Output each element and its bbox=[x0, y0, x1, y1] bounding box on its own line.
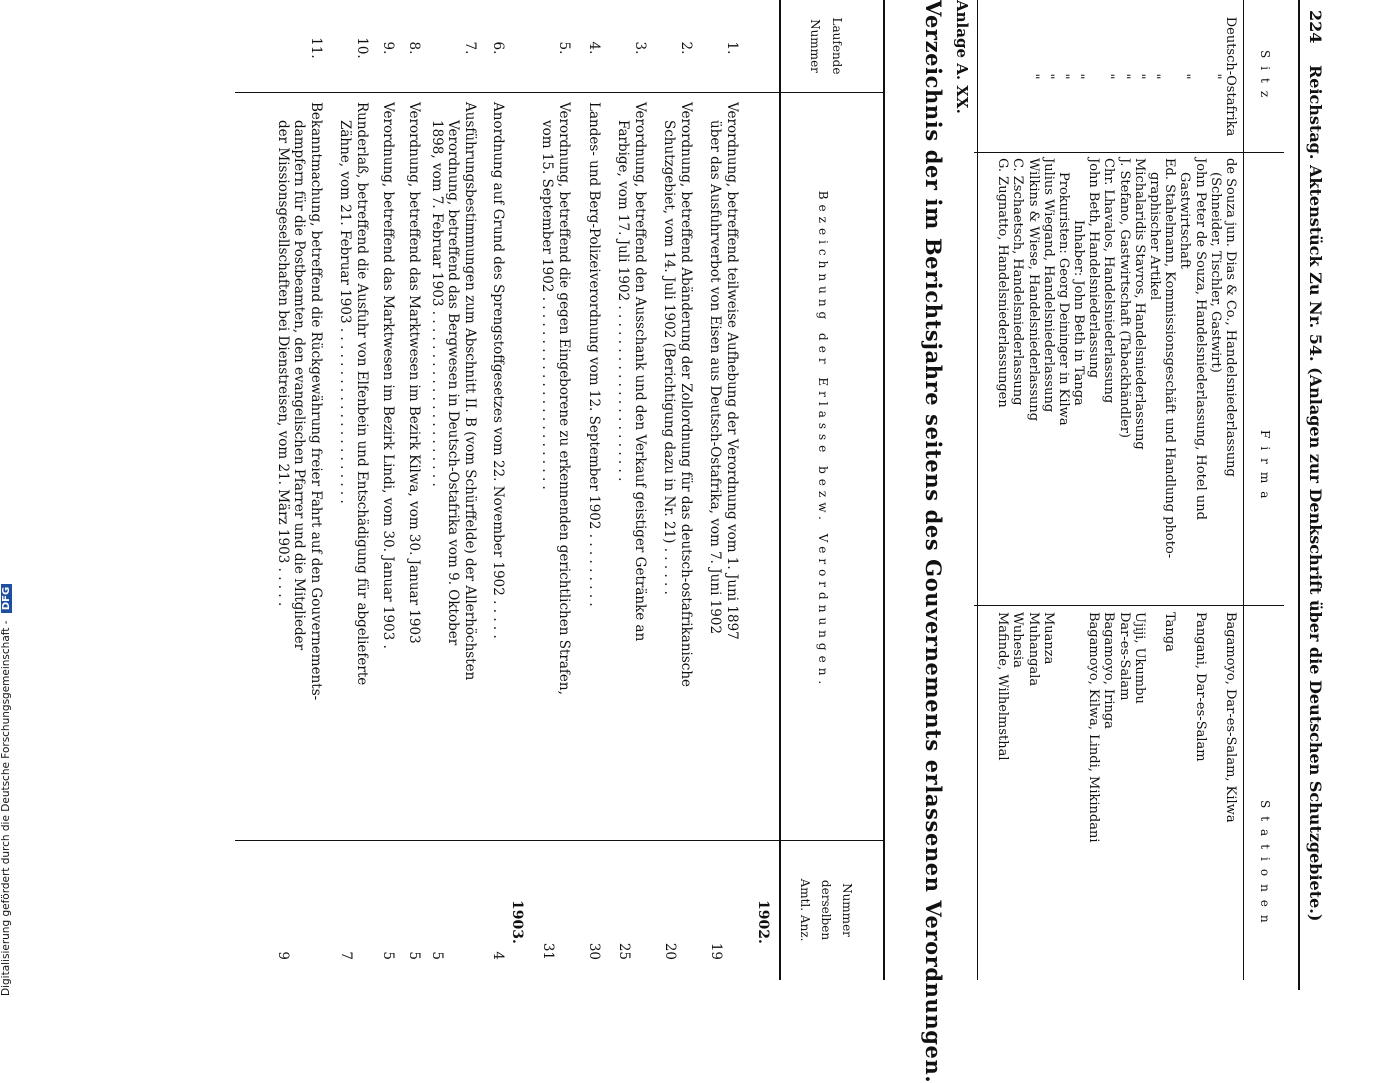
stationen-line: Ujiji, Ukumbu bbox=[1131, 612, 1147, 704]
digitization-note bbox=[0, 584, 12, 996]
table1-col-divider bbox=[974, 152, 1284, 153]
firma-line: Julius Wiegand, Handelsniederlassung bbox=[1040, 158, 1056, 413]
row-line: Verordnung, betreffend das Marktwesen im Bezirk Lindi, vom 30. Januar 1903 . bbox=[380, 102, 396, 649]
ordinances-table-header bbox=[781, 0, 885, 980]
header-sitz: Sitz bbox=[1258, 50, 1272, 106]
firma-line: J. Stefano, Gastwirtschaft (Tabackhändler) bbox=[1116, 158, 1132, 438]
stationen-line: Mafinde, Wilhelmsthal bbox=[995, 612, 1011, 761]
row-anz: 30 bbox=[586, 942, 602, 960]
row-text bbox=[706, 102, 739, 822]
firma-line: (Schneider, Tischler, Gastwirt) bbox=[1207, 172, 1223, 373]
row-line: Verordnung, betreffend das Bergwesen in Deutsch-Ostafrika vom 9. Oktober bbox=[445, 120, 462, 646]
header-nummer-line: Nummer bbox=[840, 883, 854, 937]
document-page bbox=[130, 0, 1330, 1083]
row-number: 3. bbox=[632, 41, 648, 55]
stationen-line: Bagamoyo, Dar-es-Salam, Kilwa bbox=[1223, 612, 1238, 823]
sitz-cell: " bbox=[1147, 73, 1163, 80]
firma-line: C. Zschaetsch, Handelsniederlassung bbox=[1010, 158, 1026, 406]
ordinances-title: Verzeichnis der im Berichtsjahre seitens des Gouvernements erlassenen Verordnungen. bbox=[921, 0, 946, 1083]
page-header bbox=[1305, 10, 1324, 970]
stationen-line: Dar-es-Salam bbox=[1116, 612, 1132, 701]
firma-line: Prokuristen: Georg Deininger in Kilwa bbox=[1055, 172, 1071, 426]
sitz-cell: " bbox=[1040, 73, 1056, 80]
firma-line: Ed. Stahelmann, Kommissionsgeschäft und Handlung photo- bbox=[1162, 158, 1178, 559]
firma-line: Gastwirtschaft bbox=[1177, 172, 1193, 269]
row-line: Schutzgebiet, vom 14. Juli 1902 (Berichtigung dazu in Nr. 21) . . . . . . bbox=[661, 120, 678, 595]
header-nummer-amtl bbox=[794, 850, 857, 970]
sitz-cell: " bbox=[1207, 73, 1223, 80]
sitz-cell: " bbox=[1177, 73, 1193, 80]
row-anz: 31 bbox=[540, 942, 556, 960]
stationen-line bbox=[1147, 612, 1162, 977]
row-line: Bekanntmachung, betreffend die Rückgewährung freier Fahrt auf den Gouvernements- bbox=[308, 102, 324, 701]
firma-line: John Beth, Handelsniederlassung bbox=[1086, 158, 1102, 379]
row-line: Verordnung, betreffend den Ausschank und den Verkauf geistiger Getränke an bbox=[632, 102, 648, 642]
header-nummer: Nummer bbox=[808, 19, 823, 73]
stationen-line bbox=[1056, 612, 1071, 977]
firma-line: Chr. Lhavalos, Handelsniederlassung bbox=[1101, 158, 1117, 404]
row-number: 6. bbox=[490, 41, 506, 55]
header-laufende: Laufende bbox=[830, 17, 844, 75]
row-text bbox=[379, 102, 396, 822]
firma-line: de Souza jun. Dias & Co., Handelsniederlassung bbox=[1223, 158, 1238, 477]
row-line: Landes- und Berg-Polizeiverordnung vom 12. September 1902 . . . . . . . . . bbox=[586, 102, 602, 607]
row-number: 9. bbox=[380, 41, 396, 55]
stationen-line: Bagamoyo, Kilwa, Lindi, Mikindani bbox=[1086, 612, 1102, 843]
row-line: Ausführungsbestimmungen zum Abschnitt II. B (vom Schürffelde) der Allerhöchsten bbox=[462, 102, 478, 681]
year-heading-1903: 1903. bbox=[509, 900, 525, 944]
row-line: der Missionsgesellschaften bei Dienstreisen, vom 21. März 1903 . . . . . bbox=[275, 120, 291, 607]
row-anz: 4 bbox=[490, 951, 506, 960]
sitz-cell: " bbox=[1055, 73, 1071, 80]
row-line: Verordnung, betreffend Abänderung der Zollordnung für das deutsch-ostafrikanische bbox=[678, 102, 694, 688]
running-title: Reichstag. Aktenstück Zu Nr. 54. (Anlagen zur Denkschrift über die Deutschen Schutzgebiete.) bbox=[1306, 64, 1325, 922]
firma-column bbox=[995, 158, 1238, 603]
row-anz: 5 bbox=[380, 951, 396, 960]
row-number: 1. bbox=[724, 41, 740, 55]
stationen-line: Muhangala bbox=[1025, 612, 1041, 687]
row-anz: 19 bbox=[708, 942, 724, 960]
header-bezeichnung: Bezeichnung der Erlasse bezw. Verordnungen. bbox=[816, 190, 830, 690]
stationen-column bbox=[995, 612, 1238, 977]
sitz-cell: " bbox=[1131, 73, 1147, 80]
firms-table-header bbox=[1244, 0, 1284, 980]
stationen-line: Muanza bbox=[1040, 612, 1056, 665]
stationen-line: Bagamoyo, Iringa bbox=[1101, 612, 1117, 729]
row-number: 11. bbox=[308, 37, 324, 59]
firma-line: Inhaber: John Beth in Tanga bbox=[1071, 220, 1087, 406]
row-number: 7. bbox=[462, 41, 478, 55]
row-text bbox=[614, 102, 647, 822]
row-line: Runderlaß, betreffend die Ausfuhr von Elfenbein und Entschädigung für abgelieferte bbox=[354, 102, 370, 686]
row-text bbox=[660, 102, 693, 822]
header-rule bbox=[1298, 0, 1300, 990]
sitz-cell bbox=[1162, 4, 1177, 149]
table1-bottom-rule bbox=[977, 0, 978, 980]
header-stationen: Stationen bbox=[1258, 800, 1272, 931]
row-line: Verordnung, betreffend die gegen Eingeborene zu erkennenden gerichtlichen Strafen, bbox=[556, 102, 572, 695]
firma-line: graphischer Artikel bbox=[1147, 172, 1163, 301]
row-line: Zähne, vom 21. Februar 1903 . . . . . . . . . . . . . . . . . . . . . bbox=[337, 120, 354, 504]
row-text bbox=[336, 102, 369, 822]
stationen-line bbox=[1177, 612, 1192, 977]
row-line: vom 15. September 1902 . . . . . . . . . . . . . . . . . . . . . . . bbox=[539, 120, 556, 490]
row-number: 10. bbox=[354, 37, 370, 59]
stationen-line: Wuhesia bbox=[1010, 612, 1026, 668]
firma-line: John Peter de Souza, Handelsniederlassung, Hotel und bbox=[1192, 158, 1208, 520]
sitz-cell bbox=[1192, 4, 1207, 149]
table1-col-divider bbox=[974, 605, 1284, 606]
sitz-cell bbox=[1086, 4, 1101, 149]
digitization-note-text: Digitalisierung gefördert durch die Deutsche Forschungsgemeinschaft - bbox=[0, 620, 12, 996]
row-line: Verordnung, betreffend teilweise Aufhebung der Verordnung vom 1. Juni 1897 bbox=[724, 102, 740, 640]
row-anz: 7 bbox=[338, 951, 354, 960]
row-anz: 9 bbox=[275, 951, 291, 960]
row-number: 4. bbox=[586, 41, 602, 55]
row-line: Farbige, vom 17. Juli 1902 . . . . . . . . . . . . . . . . . . . . . bbox=[615, 120, 632, 482]
row-line: über das Ausfuhrverbot von Eisen aus Deutsch-Ostafrika, vom 7. Juni 1902 bbox=[707, 120, 724, 635]
stationen-line: Tanga bbox=[1162, 612, 1178, 652]
sitz-cell: " bbox=[1101, 73, 1117, 80]
row-text bbox=[428, 102, 478, 822]
row-text bbox=[489, 102, 506, 822]
row-line: Verordnung, betreffend das Marktwesen im Bezirk Kilwa, vom 30. Januar 1903 bbox=[406, 102, 422, 644]
row-anz: 5 bbox=[429, 951, 445, 960]
row-number: 8. bbox=[406, 41, 422, 55]
row-line: dampfern für die Postbeamten, den evangelischen Pfarrer und die Mitglieder bbox=[291, 120, 308, 651]
sitz-cell: " bbox=[1116, 73, 1132, 80]
row-anz: 20 bbox=[662, 942, 678, 960]
header-laufende-nummer bbox=[804, 8, 847, 84]
table2-header-rule bbox=[779, 0, 781, 980]
firma-line: Michalaridis Stavros, Handelsniederlassung bbox=[1131, 158, 1147, 450]
row-text bbox=[405, 102, 422, 822]
stationen-line: Pangani, Dar-es-Salam bbox=[1192, 612, 1208, 762]
header-amtl-anz: Amtl. Anz. bbox=[798, 878, 812, 942]
firms-table-body bbox=[980, 0, 1244, 980]
row-text bbox=[538, 102, 571, 822]
anlage-label: Anlage A. XX. bbox=[953, 0, 971, 114]
sitz-cell: " bbox=[1025, 73, 1041, 80]
year-heading-1902: 1902. bbox=[755, 900, 771, 944]
firma-line: Wilkins & Wiese, Handelsniederlassung bbox=[1025, 158, 1041, 422]
row-text bbox=[274, 102, 324, 822]
header-derselben: derselben bbox=[819, 879, 833, 941]
dfg-logo: DFG bbox=[1, 584, 12, 613]
row-number: 2. bbox=[678, 41, 694, 55]
row-anz: 25 bbox=[616, 942, 632, 960]
ordinances-table-body bbox=[233, 0, 773, 980]
sitz-cell: Deutsch-Ostafrika bbox=[1223, 16, 1238, 137]
stationen-line bbox=[1208, 612, 1223, 977]
sitz-cell: " bbox=[1071, 73, 1087, 80]
sitz-column bbox=[1025, 4, 1238, 149]
firms-table bbox=[980, 0, 1284, 980]
page-number: 224 bbox=[1306, 10, 1325, 44]
row-line: Anordnung auf Grund des Sprengstoffgesetzes vom 22. November 1902 . . . . . bbox=[490, 102, 506, 639]
firma-line: G. Zugnatto, Handelsniederlassungen bbox=[995, 158, 1011, 408]
row-line: 1898, vom 7. Februar 1903 . . . . . . . . . . . . . . . . . . . . . bbox=[429, 120, 445, 487]
ordinances-table bbox=[241, 0, 885, 980]
stationen-line bbox=[1071, 612, 1086, 977]
header-firma: Firma bbox=[1258, 430, 1272, 507]
row-text bbox=[585, 102, 602, 822]
row-anz: 5 bbox=[406, 951, 422, 960]
row-number: 5. bbox=[556, 41, 572, 55]
